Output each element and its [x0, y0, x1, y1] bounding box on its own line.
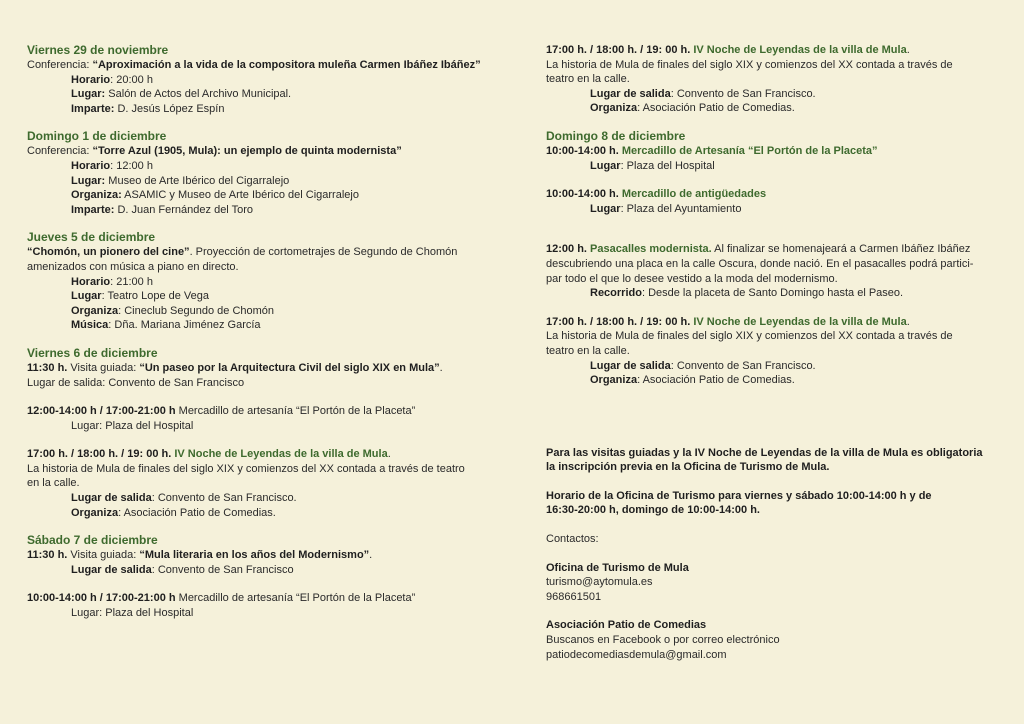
right-column: [546, 43, 986, 675]
departure-place: Lugar de salida: Convento de San Francisco.: [590, 359, 816, 372]
guided-visit: 11:30 h. Visita guiada: “Mula literaria en los años del Modernismo”.: [27, 549, 373, 562]
day-heading: Domingo 8 de diciembre: [546, 128, 686, 143]
route: Recorrido: Desde la placeta de Santo Domingo hasta el Paseo.: [590, 287, 904, 300]
day-heading: Viernes 29 de noviembre: [27, 43, 169, 57]
registration-notice-cont: la inscripción previa en la Oficina de Turismo de Mula.: [546, 461, 830, 474]
organizer: Organiza: ASAMIC y Museo de Arte Ibérico del Cigarralejo: [71, 189, 359, 202]
office-hours: Horario de la Oficina de Turismo para viernes y sábado 10:00-14:00 h y de: [546, 489, 932, 502]
organizer: Organiza: Asociación Patio de Comedias.: [71, 506, 276, 519]
antiques-market: 10:00-14:00 h. Mercadillo de antigüedades: [546, 188, 767, 201]
venue: Lugar: Museo de Arte Ibérico del Cigarralejo: [71, 174, 290, 187]
event-description-cont: amenizados con música a piano en directo.: [27, 260, 239, 273]
speaker: Imparte: D. Jesús López Espín: [71, 102, 225, 115]
craft-market: 12:00-14:00 h / 17:00-21:00 h Mercadillo de artesanía “El Portón de la Placeta”: [27, 405, 416, 418]
info-block: [546, 446, 986, 663]
schedule: Horario: 21:00 h: [71, 275, 153, 288]
legends-night: 17:00 h. / 18:00 h. / 19: 00 h. IV Noche de Leyendas de la villa de Mula.: [546, 44, 910, 56]
event-5-dic: [27, 230, 487, 333]
craft-market: 10:00-14:00 h. Mercadillo de Artesanía “El Portón de la Placeta”: [546, 144, 878, 157]
parade: 12:00 h. Pasacalles modernista. Al finalizar se homenajeará a Carmen Ibáñez Ibáñez: [546, 243, 971, 256]
parade-description: descubriendo una placa en la calle Oscura, donde nació. En el pasacalles podrá partici-: [546, 257, 974, 270]
conference-title: “Aproximación a la vida de la compositora muleña Carmen Ibáñez Ibáñez”: [92, 59, 481, 71]
organizer: Organiza: Asociación Patio de Comedias.: [590, 374, 795, 387]
conference-line: Conferencia: “Aproximación a la vida de la compositora muleña Carmen Ibáñez Ibáñez”: [27, 59, 481, 71]
schedule: Horario: 20:00 h: [71, 73, 153, 86]
venue: Lugar: Plaza del Ayuntamiento: [590, 202, 742, 215]
venue: Lugar: Teatro Lope de Vega: [71, 290, 210, 303]
legends-night: 17:00 h. / 18:00 h. / 19: 00 h. IV Noche de Leyendas de la villa de Mula.: [27, 448, 391, 461]
venue: Lugar: Plaza del Hospital: [71, 419, 194, 432]
legends-description-cont: teatro en la calle.: [546, 344, 630, 357]
event-29-nov: [27, 43, 487, 116]
event-1-dic: [27, 129, 487, 217]
parade-description-cont: par todo el que lo desee vestido a la moda del modernismo.: [546, 272, 838, 285]
association-description: Buscanos en Facebook o por correo electrónico: [546, 634, 780, 647]
legends-description: La historia de Mula de finales del siglo XIX y comienzos del XX contada a través de: [546, 330, 953, 343]
association-email: patiodecomediasdemula@gmail.com: [546, 648, 727, 661]
office-hours-cont: 16:30-20:00 h, domingo de 10:00-14:00 h.: [546, 504, 760, 517]
legends-night: 17:00 h. / 18:00 h. / 19: 00 h. IV Noche de Leyendas de la villa de Mula.: [546, 315, 910, 328]
event-8-dic: [546, 129, 986, 388]
guided-visit: 11:30 h. Visita guiada: “Un paseo por la Arquitectura Civil del siglo XIX en Mula”.: [27, 361, 443, 374]
day-heading: Jueves 5 de diciembre: [27, 230, 156, 245]
venue: Lugar: Salón de Actos del Archivo Municipal.: [71, 88, 292, 101]
legends-description-cont: en la calle.: [27, 477, 80, 490]
event-description: “Chomón, un pionero del cine”. Proyección de cortometrajes de Segundo de Chomón: [27, 246, 458, 259]
departure-place: Lugar de salida: Convento de San Francisco: [27, 376, 245, 389]
legends-description: La historia de Mula de finales del siglo XIX y comienzos del XX contada a través de teatro: [27, 462, 465, 475]
day-heading: Sábado 7 de diciembre: [27, 533, 158, 548]
departure-place: Lugar de salida: Convento de San Francisco.: [590, 87, 816, 100]
departure-place: Lugar de salida: Convento de San Francisco.: [71, 492, 297, 505]
tourism-email: turismo@aytomula.es: [546, 576, 653, 589]
venue: Lugar: Plaza del Hospital: [590, 159, 715, 172]
schedule: Horario: 12:00 h: [71, 159, 153, 172]
tourism-office-name: Oficina de Turismo de Mula: [546, 561, 689, 574]
event-7-dic: [27, 533, 487, 620]
left-column: [27, 43, 487, 634]
music: Música: Dña. Mariana Jiménez García: [71, 319, 261, 332]
day-heading: Domingo 1 de diciembre: [27, 129, 167, 144]
registration-notice: Para las visitas guiadas y la IV Noche de Leyendas de la villa de Mula es obligatoria: [546, 446, 983, 459]
organizer: Organiza: Cineclub Segundo de Chomón: [71, 304, 275, 317]
departure-place: Lugar de salida: Convento de San Francisco: [71, 563, 294, 576]
contacts-heading: Contactos:: [546, 533, 599, 546]
speaker: Imparte: D. Juan Fernández del Toro: [71, 203, 254, 216]
conference-title: “Torre Azul (1905, Mula): un ejemplo de quinta modernista”: [92, 145, 402, 158]
conference-line: Conferencia: “Torre Azul (1905, Mula): un ejemplo de quinta modernista”: [27, 145, 402, 158]
craft-market: 10:00-14:00 h / 17:00-21:00 h Mercadillo de artesanía “El Portón de la Placeta”: [27, 592, 416, 605]
event-7-dic-legends: [546, 43, 986, 116]
legends-description-cont: teatro en la calle.: [546, 73, 630, 86]
venue: Lugar: Plaza del Hospital: [71, 607, 194, 620]
association-name: Asociación Patio de Comedias: [546, 619, 707, 632]
event-6-dic: [27, 346, 487, 520]
legends-description: La historia de Mula de finales del siglo XIX y comienzos del XX contada a través de: [546, 58, 953, 71]
organizer: Organiza: Asociación Patio de Comedias.: [590, 102, 795, 115]
day-heading: Viernes 6 de diciembre: [27, 345, 158, 360]
tourism-phone: 968661501: [546, 590, 602, 603]
